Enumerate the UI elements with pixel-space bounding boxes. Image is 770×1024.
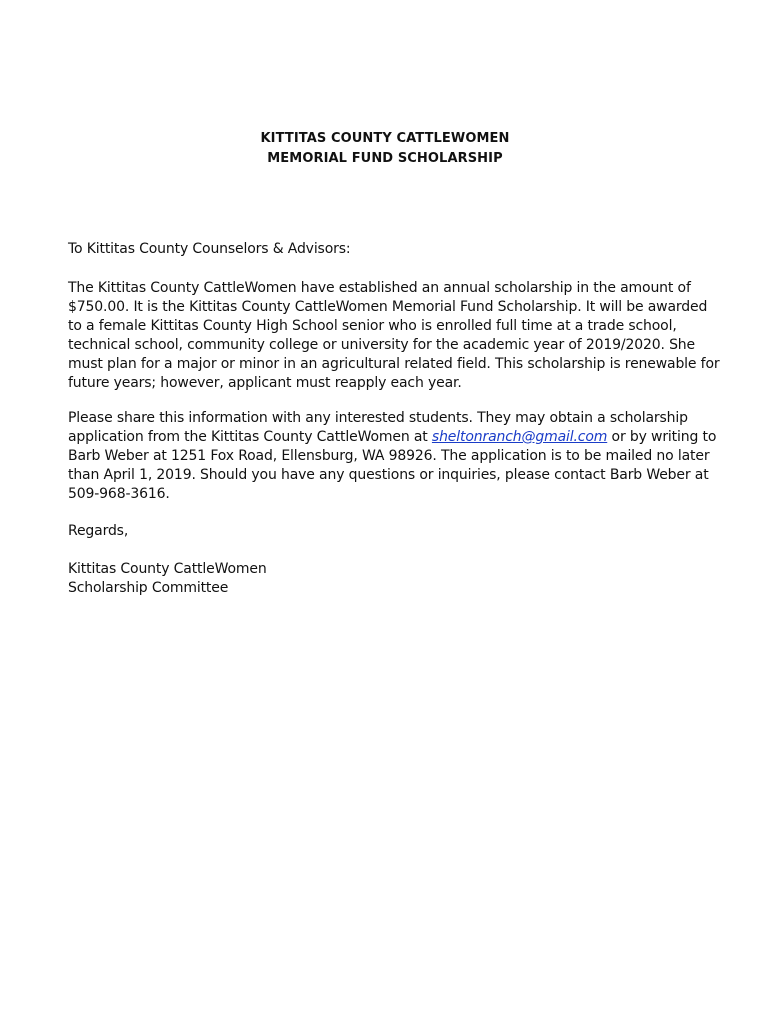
paragraph-1-line: The Kittitas County CattleWomen have established an annual scholarship in the amount of [68,280,691,296]
paragraph-2-line-with-email [68,429,716,445]
salutation: To Kittitas County Counselors & Advisors: [68,241,351,257]
paragraph-2-line: than April 1, 2019. Should you have any questions or inquiries, please contact Barb Weber at [68,467,709,483]
paragraph-1-line: $750.00. It is the Kittitas County CattleWomen Memorial Fund Scholarship. It will be awarded [68,299,708,315]
paragraph-2-line: Barb Weber at 1251 Fox Road, Ellensburg, WA 98926. The application is to be mailed no later [68,448,710,464]
paragraph-2-line: Please share this information with any interested students. They may obtain a scholarship [68,410,688,426]
signature-committee: Scholarship Committee [68,580,229,596]
paragraph-2-text: application from the Kittitas County CattleWomen at [68,429,432,445]
closing: Regards, [68,523,129,539]
paragraph-1-line: technical school, community college or university for the academic year of 2019/2020. She [68,337,695,353]
signature-organization: Kittitas County CattleWomen [68,561,267,577]
paragraph-2-text: or by writing to [607,429,717,445]
paragraph-2-line: 509-968-3616. [68,486,170,502]
paragraph-1-line: future years; however, applicant must reapply each year. [68,375,462,391]
paragraph-1-line: to a female Kittitas County High School senior who is enrolled full time at a trade school, [68,318,677,334]
document-title-line-2: MEMORIAL FUND SCHOLARSHIP [267,151,503,166]
document-title-line-1: KITTITAS COUNTY CATTLEWOMEN [260,131,510,146]
email-link[interactable]: sheltonranch@gmail.com [431,429,608,445]
paragraph-1-line: must plan for a major or minor in an agricultural related field. This scholarship is renewable for [68,356,720,372]
